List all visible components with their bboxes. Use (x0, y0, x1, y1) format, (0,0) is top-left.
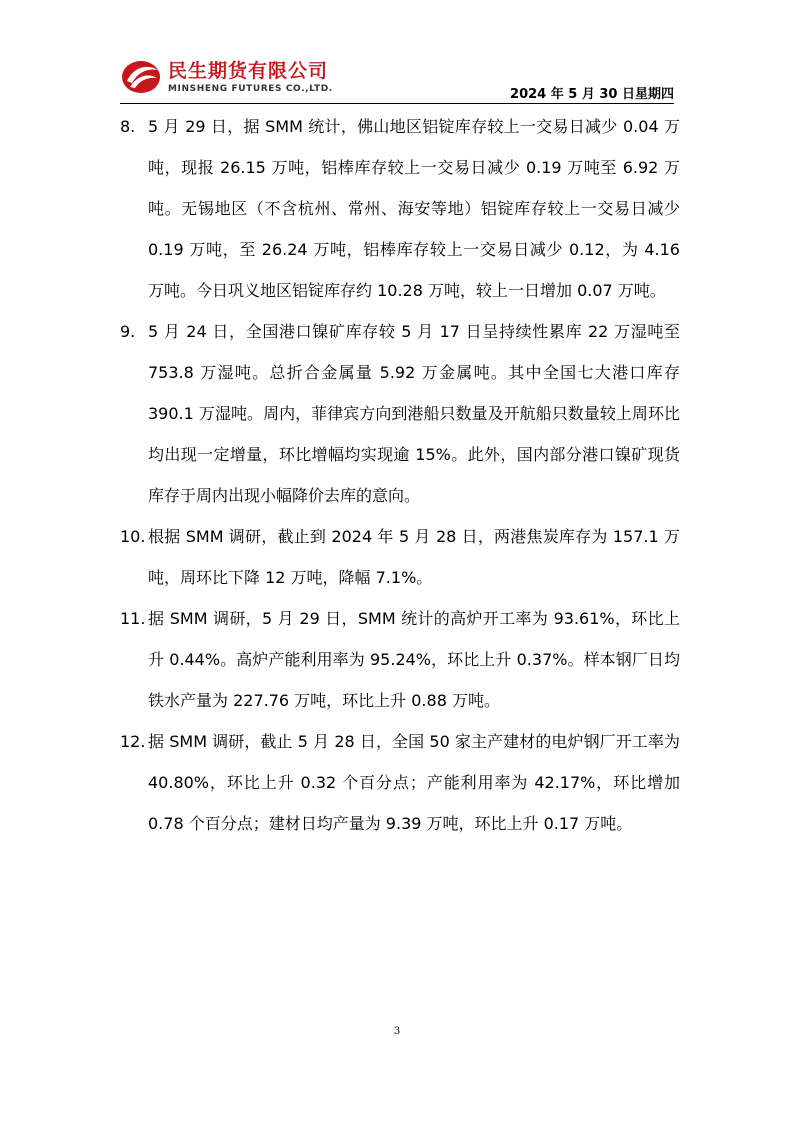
item-number: 8. (120, 117, 136, 136)
list-item (120, 598, 680, 721)
item-text: 据 SMM 调研，截止 5 月 28 日，全国 50 家主产建材的电炉钢厂开工率为 40.80%，环比上升 0.32 个百分点；产能利用率为 42.17%，环比增加 0.78 个百分点；建材日均产量为 9.39 万吨，环比上升 0.17 万吨。 (148, 732, 680, 833)
minsheng-logo-icon (120, 56, 162, 96)
list-item (120, 721, 680, 844)
header-divider (120, 103, 674, 104)
company-name-en: MINSHENG FUTURES CO.,LTD. (168, 84, 333, 94)
item-number: 11. (120, 609, 146, 628)
item-text: 根据 SMM 调研，截止到 2024 年 5 月 28 日，两港焦炭库存为 157.1 万吨，周环比下降 12 万吨，降幅 7.1%。 (148, 527, 680, 587)
item-number: 12. (120, 732, 146, 751)
item-number: 10. (120, 527, 146, 546)
news-list (120, 106, 680, 844)
item-text: 5 月 24 日，全国港口镍矿库存较 5 月 17 日呈持续性累库 22 万湿吨至 753.8 万湿吨。总折合金属量 5.92 万金属吨。其中全国七大港口库存 390.1 万湿吨。周内，菲律宾方向到港船只数量及开航船只数量较上周环比均出现一定增量，环比增幅均实现逾 15%。此外，国内部分港口镍矿现货库存于周内出现小幅降价去库的意向。 (148, 322, 680, 505)
item-text: 5 月 29 日，据 SMM 统计，佛山地区铝锭库存较上一交易日减少 0.04 万吨，现报 26.15 万吨，铝棒库存较上一交易日减少 0.19 万吨至 6.92 万吨。无锡地区（不含杭州、常州、海安等地）铝锭库存较上一交易日减少 0.19 万吨，至 26.24 万吨，铝棒库存较上一交易日减少 0.12，为 4.16 万吨。今日巩义地区铝锭库存约 10.28 万吨，较上一日增加 0.07 万吨。 (148, 117, 680, 300)
company-logo (120, 54, 380, 100)
page-header (120, 54, 674, 104)
list-item (120, 106, 680, 311)
list-item (120, 311, 680, 516)
list-item (120, 516, 680, 598)
page-number: 3 (393, 1026, 401, 1037)
company-name-cn: 民生期货有限公司 (168, 60, 329, 82)
report-date: 2024 年 5 月 30 日星期四 (510, 87, 674, 102)
item-number: 9. (120, 322, 136, 341)
item-text: 据 SMM 调研，5 月 29 日，SMM 统计的高炉开工率为 93.61%，环比上升 0.44%。高炉产能利用率为 95.24%，环比上升 0.37%。样本钢厂日均铁水产量为 227.76 万吨，环比上升 0.88 万吨。 (148, 609, 680, 710)
